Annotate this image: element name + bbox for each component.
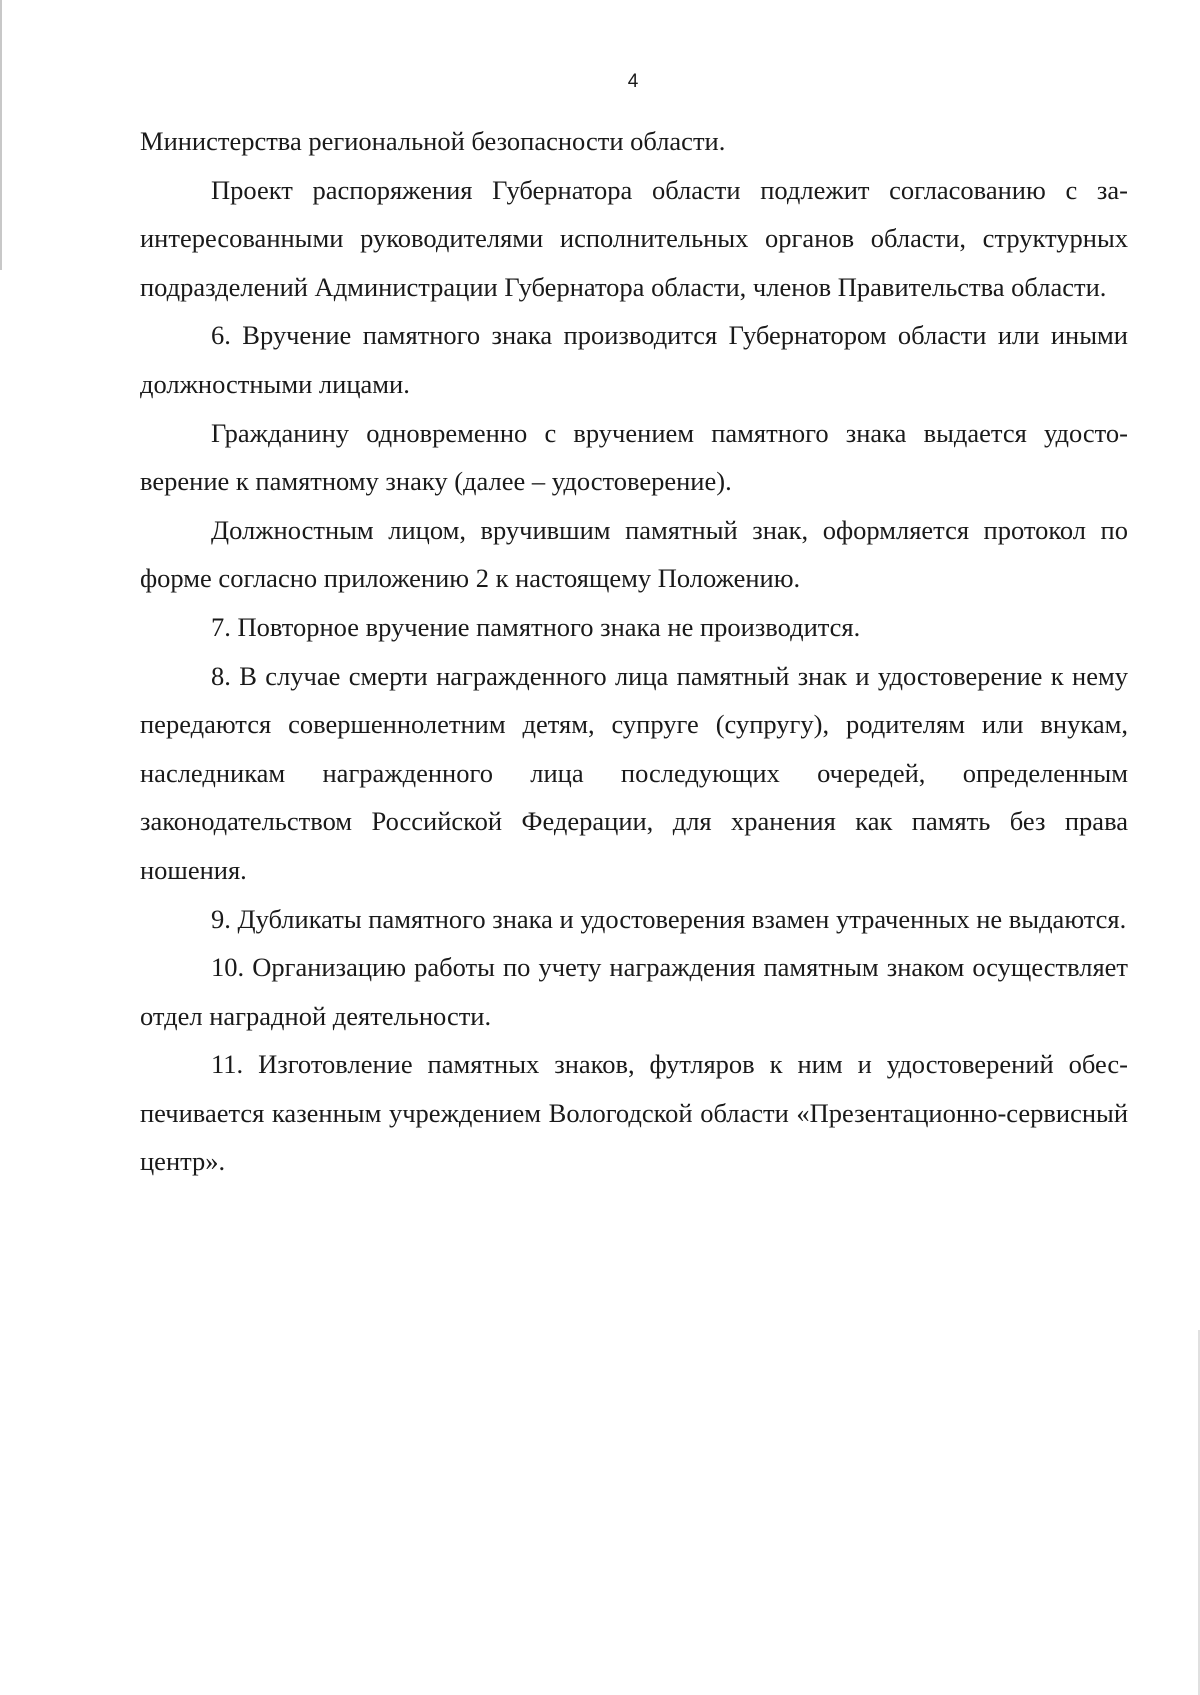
paragraph-1: Министерства региональной безопасности области. — [140, 126, 726, 156]
paragraph-10: 11. Изготовление памятных знаков, футляров к ним и удостоверений обеспечивается казенным учреждением Вологодской области «Презентационно-сервисный центр». — [140, 1049, 1128, 1177]
paragraph-2: Проект распоряжения Губернатора области подлежит согласованию с заинтересованными руководителями исполнительных органов области, структурных подразделений Администрации Губернатора области, членов Правительства области. — [140, 174, 1128, 302]
paragraph-3: 6. Вручение памятного знака производится Губернатором области или иными должностными лицами. — [140, 320, 1128, 399]
paragraph-6: 7. Повторное вручение памятного знака не производится. — [211, 611, 861, 642]
document-body — [140, 117, 1128, 1186]
page-number: 4 — [627, 71, 639, 92]
paragraph-4: Гражданину одновременно с вручением памятного знака выдается удостоверение к памятному знаку (далее – удостоверение). — [140, 417, 1128, 497]
paragraph-7: 8. В случае смерти награжденного лица памятный знак и удостоверение к нему передаются совершеннолетним детям, супруге (супругу), родителям или внукам, наследникам награжденного лица последующих очередей, определенным законодательством Российской Федерации, для хранения как память без права ношения. — [140, 660, 1128, 885]
paragraph-9: 10. Организацию работы по учету награждения памятным знаком осуществляет отдел наградной деятельности. — [140, 952, 1128, 1031]
paragraph-8: 9. Дубликаты памятного знака и удостоверения взамен утраченных не выдаются. — [211, 903, 1127, 934]
paragraph-5: Должностным лицом, вручившим памятный знак, оформляется протокол по форме согласно приложению 2 к настоящему Положению. — [140, 514, 1128, 594]
scan-edge-left — [0, 0, 2, 270]
